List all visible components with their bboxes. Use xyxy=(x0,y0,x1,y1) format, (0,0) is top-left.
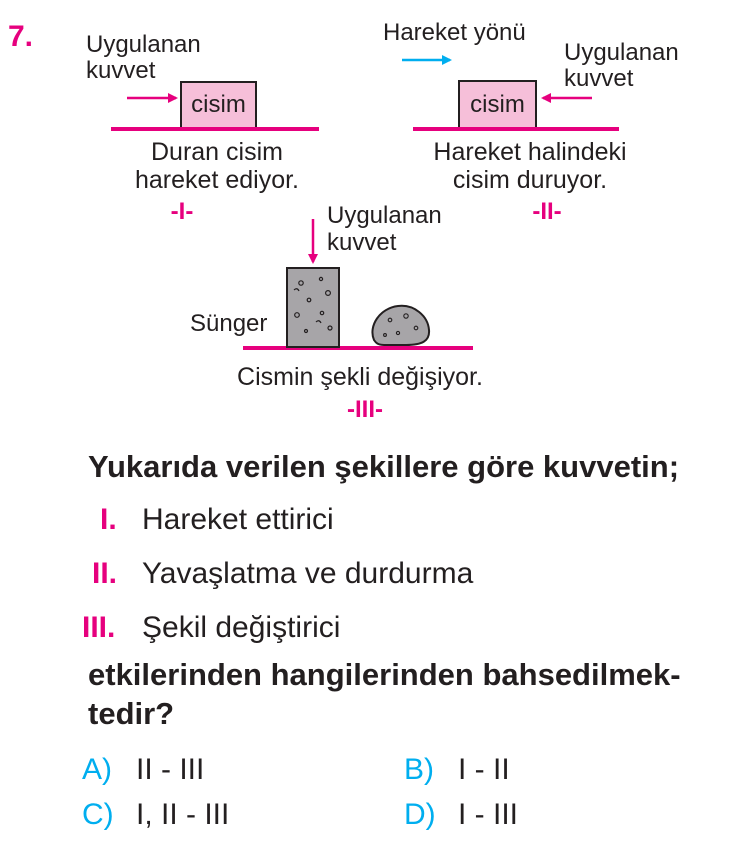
fig3-caption: Cismin şekli değişiyor. xyxy=(237,363,483,391)
sponge-block xyxy=(287,268,339,347)
option-b[interactable] xyxy=(404,753,510,787)
fig2-object-label: cisim xyxy=(470,91,525,118)
question-stem: Yukarıda verilen şekillere göre kuvvetin; xyxy=(88,449,680,484)
fig1-force-label-line1: Uygulanan xyxy=(86,31,201,58)
fig2-caption-line2: cisim duruyor. xyxy=(452,166,608,194)
option-c-text: I, II - III xyxy=(136,798,230,831)
option-b-text: I - II xyxy=(458,753,510,786)
statement-item-1 xyxy=(100,503,334,537)
question-closing: etkilerinden hangilerinden bahsedilmek-tedir? xyxy=(88,657,681,731)
statement-numeral-3: III. xyxy=(82,611,116,644)
option-a[interactable] xyxy=(82,753,204,787)
statement-text-1: Hareket ettirici xyxy=(142,503,334,536)
statement-item-3 xyxy=(82,611,340,645)
option-c[interactable] xyxy=(82,798,229,832)
option-d-text: I - III xyxy=(458,798,518,831)
question-number: 7. xyxy=(8,20,34,53)
statement-text-2: Yavaşlatma ve durdurma xyxy=(142,557,474,590)
fig2-caption-line1: Hareket halindeki xyxy=(433,138,627,166)
fig3-force-label-line1: Uygulanan xyxy=(327,202,442,229)
option-a-text: II - III xyxy=(136,753,205,786)
option-c-letter: C) xyxy=(82,798,114,831)
stone-icon xyxy=(372,306,429,345)
fig2-tag: -II- xyxy=(532,198,562,225)
statement-text-3: Şekil değiştirici xyxy=(142,611,341,644)
fig1-object-label: cisim xyxy=(191,91,246,118)
fig1-force-label-line2: kuvvet xyxy=(86,57,156,84)
fig3-sponge-label: Sünger xyxy=(190,310,268,337)
option-d[interactable] xyxy=(404,798,518,832)
statement-item-2 xyxy=(92,557,473,591)
fig3-force-label-line2: kuvvet xyxy=(327,229,397,256)
fig1-caption-line1: Duran cisim xyxy=(151,138,283,166)
fig2-force-label-line2: kuvvet xyxy=(564,65,634,92)
option-b-letter: B) xyxy=(404,753,434,786)
fig1-tag: -I- xyxy=(170,198,194,225)
option-a-letter: A) xyxy=(82,753,112,786)
fig2-direction-label: Hareket yönü xyxy=(383,19,526,46)
statement-numeral-2: II. xyxy=(92,557,118,590)
fig2-force-label-line1: Uygulanan xyxy=(564,39,679,66)
fig1-caption-line2: hareket ediyor. xyxy=(135,166,299,194)
statement-numeral-1: I. xyxy=(100,503,117,536)
option-d-letter: D) xyxy=(404,798,436,831)
fig3-tag: -III- xyxy=(347,396,383,423)
